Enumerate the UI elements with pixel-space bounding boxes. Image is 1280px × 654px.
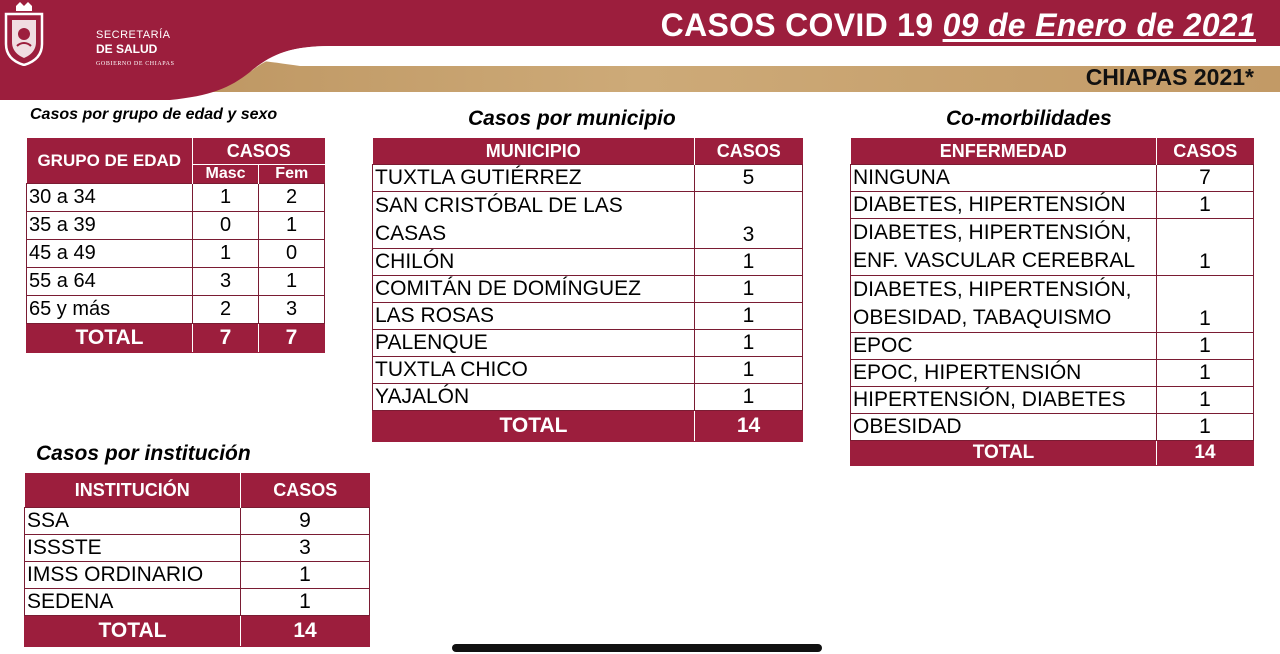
masc-cell: 2 — [193, 296, 259, 324]
col-cases: CASOS — [193, 138, 325, 165]
col-municipio: MUNICIPIO — [373, 138, 695, 165]
total-row — [27, 324, 325, 353]
institucion-caption: Casos por institución — [36, 442, 251, 465]
institucion-cell: SSA — [25, 508, 241, 535]
table-row — [851, 165, 1254, 192]
cases-cell: 1 — [695, 276, 803, 303]
total-label: TOTAL — [851, 441, 1157, 466]
table-row — [851, 192, 1254, 219]
table-row — [25, 535, 370, 562]
institucion-table — [24, 473, 370, 647]
cases-cell: 1 — [241, 589, 370, 616]
age-group-cell: 30 a 34 — [27, 184, 193, 212]
municipio-cell: TUXTLA GUTIÉRREZ — [373, 165, 695, 192]
seal-icon — [0, 0, 48, 66]
enfermedad-cell: DIABETES, HIPERTENSIÓN, ENF. VASCULAR CEREBRAL — [851, 219, 1157, 276]
age-group-cell: 45 a 49 — [27, 240, 193, 268]
enfermedad-cell: EPOC, HIPERTENSIÓN — [851, 360, 1157, 387]
col-age-group: GRUPO DE EDAD — [27, 138, 193, 184]
age-group-cell: 35 a 39 — [27, 212, 193, 240]
total-label: TOTAL — [27, 324, 193, 353]
masc-cell: 1 — [193, 240, 259, 268]
enfermedad-cell: EPOC — [851, 333, 1157, 360]
col-cases: CASOS — [695, 138, 803, 165]
total-masc: 7 — [193, 324, 259, 353]
table-row — [25, 589, 370, 616]
fem-cell: 2 — [259, 184, 325, 212]
municipio-cell: LAS ROSAS — [373, 303, 695, 330]
col-cases: CASOS — [241, 473, 370, 508]
table-row — [373, 330, 803, 357]
header-banner — [0, 0, 1280, 102]
table-row — [27, 240, 325, 268]
comorbilidades-caption: Co-morbilidades — [946, 107, 1112, 130]
col-fem: Fem — [259, 165, 325, 184]
total-value: 14 — [1157, 441, 1254, 466]
cases-cell: 1 — [695, 384, 803, 411]
table-row — [27, 184, 325, 212]
enfermedad-cell: HIPERTENSIÓN, DIABETES — [851, 387, 1157, 414]
masc-cell: 3 — [193, 268, 259, 296]
cases-cell: 5 — [695, 165, 803, 192]
table-row — [25, 508, 370, 535]
municipio-cell: PALENQUE — [373, 330, 695, 357]
age-sex-caption: Casos por grupo de edad y sexo — [30, 106, 278, 123]
table-row — [851, 333, 1254, 360]
age-sex-table — [26, 138, 325, 353]
col-masc: Masc — [193, 165, 259, 184]
enfermedad-cell: OBESIDAD — [851, 414, 1157, 441]
total-label: TOTAL — [25, 616, 241, 647]
organization-name — [96, 30, 175, 67]
total-value: 14 — [241, 616, 370, 647]
region-label: CHIAPAS 2021* — [1085, 64, 1254, 90]
org-line-1: SECRETARÍA — [96, 29, 171, 41]
cases-cell: 3 — [241, 535, 370, 562]
municipio-cell: TUXTLA CHICO — [373, 357, 695, 384]
institucion-cell: SEDENA — [25, 589, 241, 616]
org-line-3: GOBIERNO DE CHIAPAS — [96, 61, 175, 67]
municipio-table — [372, 138, 803, 442]
institucion-cell: IMSS ORDINARIO — [25, 562, 241, 589]
table-row — [373, 276, 803, 303]
table-row — [851, 360, 1254, 387]
table-row — [851, 414, 1254, 441]
municipio-cell: YAJALÓN — [373, 384, 695, 411]
cases-cell: 9 — [241, 508, 370, 535]
home-indicator[interactable] — [452, 644, 822, 652]
col-enfermedad: ENFERMEDAD — [851, 138, 1157, 165]
table-row — [851, 219, 1254, 276]
cases-cell: 7 — [1157, 165, 1254, 192]
fem-cell: 1 — [259, 212, 325, 240]
cases-cell: 3 — [695, 192, 803, 249]
total-row — [25, 616, 370, 647]
table-row — [373, 303, 803, 330]
age-group-cell: 55 a 64 — [27, 268, 193, 296]
cases-cell: 1 — [1157, 360, 1254, 387]
fem-cell: 1 — [259, 268, 325, 296]
cases-cell: 1 — [1157, 387, 1254, 414]
cases-cell: 1 — [695, 303, 803, 330]
page-title — [661, 7, 1256, 44]
total-value: 14 — [695, 411, 803, 442]
table-row — [27, 296, 325, 324]
total-row — [373, 411, 803, 442]
municipio-caption: Casos por municipio — [468, 107, 676, 130]
org-line-2: DE SALUD — [96, 42, 158, 56]
masc-cell: 1 — [193, 184, 259, 212]
comorbilidades-table — [850, 138, 1254, 466]
cases-cell: 1 — [695, 330, 803, 357]
total-label: TOTAL — [373, 411, 695, 442]
cases-cell: 1 — [1157, 414, 1254, 441]
table-row — [851, 387, 1254, 414]
cases-cell: 1 — [1157, 276, 1254, 333]
table-row — [27, 212, 325, 240]
table-row — [373, 249, 803, 276]
municipio-cell: SAN CRISTÓBAL DE LAS CASAS — [373, 192, 695, 249]
cases-cell: 1 — [695, 357, 803, 384]
table-row — [373, 357, 803, 384]
municipio-cell: COMITÁN DE DOMÍNGUEZ — [373, 276, 695, 303]
table-row — [373, 192, 803, 249]
fem-cell: 3 — [259, 296, 325, 324]
municipio-cell: CHILÓN — [373, 249, 695, 276]
cases-cell: 1 — [1157, 192, 1254, 219]
cases-cell: 1 — [695, 249, 803, 276]
age-group-cell: 65 y más — [27, 296, 193, 324]
masc-cell: 0 — [193, 212, 259, 240]
table-row — [851, 276, 1254, 333]
table-row — [373, 165, 803, 192]
cases-cell: 1 — [241, 562, 370, 589]
table-row — [27, 268, 325, 296]
table-row — [25, 562, 370, 589]
cases-cell: 1 — [1157, 333, 1254, 360]
total-row — [851, 441, 1254, 466]
fem-cell: 0 — [259, 240, 325, 268]
enfermedad-cell: DIABETES, HIPERTENSIÓN, OBESIDAD, TABAQUISMO — [851, 276, 1157, 333]
title-prefix: CASOS COVID 19 — [660, 7, 934, 43]
title-date: 09 de Enero de 2021 — [942, 7, 1256, 43]
institucion-cell: ISSSTE — [25, 535, 241, 562]
enfermedad-cell: DIABETES, HIPERTENSIÓN — [851, 192, 1157, 219]
cases-cell: 1 — [1157, 219, 1254, 276]
total-fem: 7 — [259, 324, 325, 353]
enfermedad-cell: NINGUNA — [851, 165, 1157, 192]
col-institucion: INSTITUCIÓN — [25, 473, 241, 508]
table-row — [373, 384, 803, 411]
col-cases: CASOS — [1157, 138, 1254, 165]
